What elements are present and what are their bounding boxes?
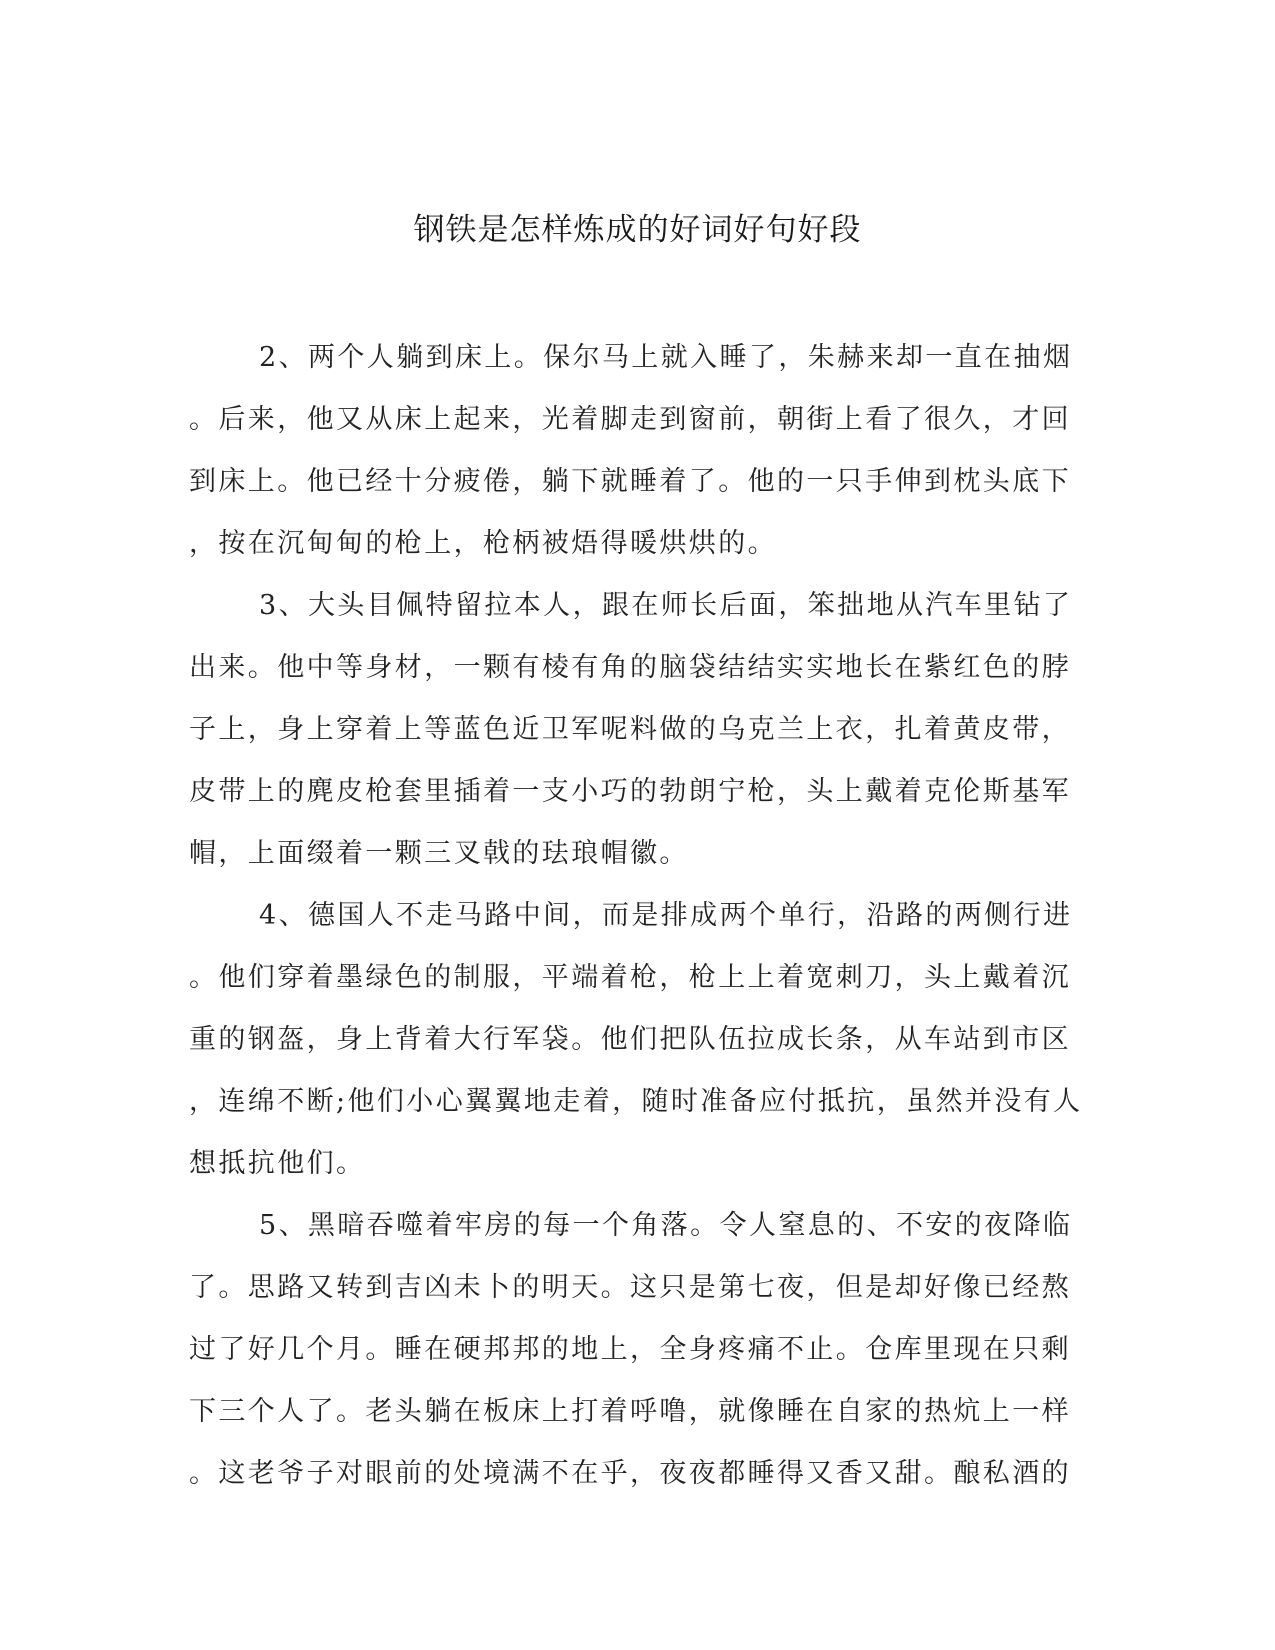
paragraph-2 bbox=[189, 327, 1071, 575]
text-line: 下三个人了。老头躺在板床上打着呼噜，就像睡在自家的热炕上一样 bbox=[189, 1396, 1071, 1427]
paragraph-4 bbox=[189, 885, 1083, 1195]
text-line: 帽，上面缀着一颗三叉戟的珐琅帽徽。 bbox=[189, 838, 689, 869]
text-line: ，连绵不断;他们小心翼翼地走着，随时准备应付抵抗，虽然并没有人 bbox=[189, 1086, 1083, 1117]
document-body bbox=[189, 327, 1083, 1505]
text-line: 过了好几个月。睡在硬邦邦的地上，全身疼痛不止。仓库里现在只剩 bbox=[189, 1334, 1071, 1365]
text-line: 重的钢盔，身上背着大行军袋。他们把队伍拉成长条，从车站到市区 bbox=[189, 1024, 1071, 1055]
text-line: 了。思路又转到吉凶未卜的明天。这只是第七夜，但是却好像已经熬 bbox=[189, 1272, 1071, 1303]
text-line: ，按在沉甸甸的枪上，枪柄被焐得暖烘烘的。 bbox=[189, 528, 777, 559]
paragraph-3 bbox=[189, 575, 1071, 885]
text-line: 3、大头目佩特留拉本人，跟在师长后面，笨拙地从汽车里钻了 bbox=[259, 590, 1073, 621]
text-line: 出来。他中等身材，一颗有棱有角的脑袋结结实实地长在紫红色的脖 bbox=[189, 652, 1071, 683]
text-line: 2、两个人躺到床上。保尔马上就入睡了，朱赫来却一直在抽烟 bbox=[259, 342, 1073, 373]
text-line: 5、黑暗吞噬着牢房的每一个角落。令人窒息的、不安的夜降临 bbox=[259, 1210, 1073, 1241]
text-line: 4、德国人不走马路中间，而是排成两个单行，沿路的两侧行进 bbox=[259, 900, 1073, 931]
text-line: 皮带上的麂皮枪套里插着一支小巧的勃朗宁枪，头上戴着克伦斯基军 bbox=[189, 776, 1071, 807]
paragraph-5 bbox=[189, 1195, 1071, 1505]
text-line: 到床上。他已经十分疲倦，躺下就睡着了。他的一只手伸到枕头底下 bbox=[189, 466, 1071, 497]
text-line: 子上，身上穿着上等蓝色近卫军呢料做的乌克兰上衣，扎着黄皮带， bbox=[189, 714, 1071, 745]
text-line: 。他们穿着墨绿色的制服，平端着枪，枪上上着宽刺刀，头上戴着沉 bbox=[189, 962, 1071, 993]
text-line: 。后来，他又从床上起来，光着脚走到窗前，朝街上看了很久，才回 bbox=[189, 404, 1071, 435]
document-title: 钢铁是怎样炼成的好词好句好段 bbox=[413, 212, 862, 248]
text-line: 。这老爷子对眼前的处境满不在乎，夜夜都睡得又香又甜。酿私酒的 bbox=[189, 1458, 1071, 1489]
text-line: 想抵抗他们。 bbox=[189, 1148, 366, 1179]
